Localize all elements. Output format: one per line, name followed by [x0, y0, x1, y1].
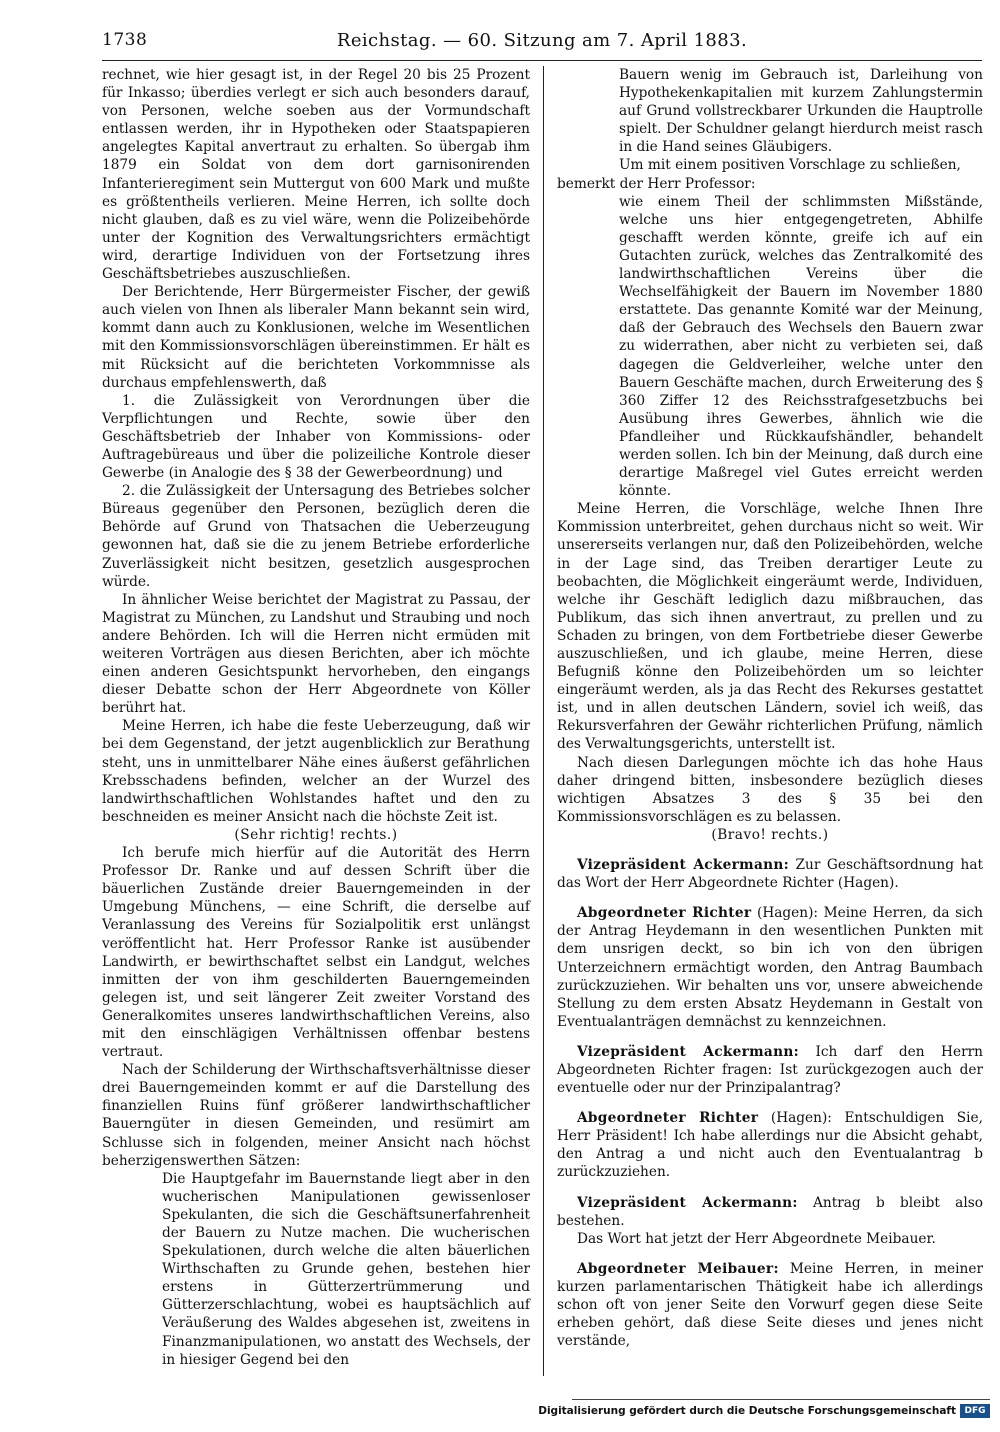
footer-text: Digitalisierung gefördert durch die Deutsche Forschungsgemeinschaft [538, 1405, 956, 1417]
paragraph: rechnet, wie hier gesagt ist, in der Regel 20 bis 25 Prozent für Inkasso; überdies verlegt er sich auch besonders darauf, von Personen, welche soeben aus der Vormundschaft entlassen werden, ihr in Hypotheken oder Staatspapieren angelegtes Kapital anvertraut zu erhalten. So übergab ihm 1879 ein Soldat von dem dort garnisonirenden Infanterieregiment sein Muttergut von 600 Mark und mußte es größtentheils verlieren. Meine Herren, ich sollte doch nicht glauben, daß es zu viel wäre, wenn die Polizeibehörde unter der Kognition des Verwaltungsrichters ermächtigt wird, derartige Individuen von der Fortsetzung ihres Geschäftsbetriebes auszuschließen. [102, 67, 530, 283]
speech-text: Antrag b bleibt also bestehen. [557, 1194, 983, 1229]
paragraph: Meine Herren, die Vorschläge, welche Ihnen Ihre Kommission unterbreitet, gehen durchaus nicht so weit. Wir unsererseits verlangen nur, daß den Polizeibehörden, welche in der Lage sind, das Treiben derartiger Leute zu beobachten, die Möglichkeit eingeräumt werde, Individuen, welche ihr Geschäft lediglich dazu mißbrauchen, das Publikum, das sich ihnen anvertraut, zu prellen und zu Schaden zu bringen, von dem Fortbetriebe dieser Gewerbe auszuschließen, und ich glaube, meine Herren, diese Befugniß könne den Polizeibehörden um so leichter eingeräumt werden, als ja das Recht des Rekurses gestattet ist, und in allen deutschen Ländern, soviel ich weiß, das Rekursverfahren der Gewähr richterlichen Prüfung, nämlich des Verwaltungsgerichts, unterstellt ist. [557, 501, 983, 753]
block-quote-continued [619, 66, 983, 156]
speech-text: Ich darf den Herrn Abgeordneten Richter fragen: Ist zurückgezogen auch der eventuelle oder nur der Prinzipalantrag? [557, 1043, 983, 1097]
paragraph: Ich berufe mich hierfür auf die Autorität des Herrn Professor Dr. Ranke und auf dessen Schrift über die bäuerlichen Zustände dreier Bauerngemeinden in der Umgebung Münchens, — eine Schrift, die derselbe auf Veranlassung des Vereins für Sozialpolitik erst unlängst veröffentlicht hat. Herr Professor Ranke ist ausübender Landwirth, er bewirthschaftet selbst ein Landgut, welches inmitten der von ihm geschilderten Bauerngemeinden gelegen ist, und seit längerer Zeit zweiter Vorstand des Generalkomites unseres landwirthschaftlichen Vereins, also mit den einschlägigen Verhältnissen offenbar bestens vertraut. [102, 845, 530, 1061]
speaker-name: Abgeordneter Meibauer: [577, 1260, 779, 1277]
paragraph: bemerkt der Herr Professor: [557, 175, 756, 192]
column-rule [543, 66, 544, 1376]
quote-text: wie einem Theil der schlimmsten Mißstände, welche uns hier entgegengetreten, Abhilfe geschafft werden könnte, greife ich auf ein Gutachten zurück, welches das Zentralkomité des landwirthschaftlichen Vereins über die Wechselfähigkeit der Bauern im November 1880 erstattete. Das genannte Komité war der Meinung, daß der Gebrauch des Wechsels den Bauern zwar zu widerrathen, aber nicht zu verbieten sei, daß dagegen die Geldverleiher, welche unter den Bauern Geschäfte machen, durch Erweiterung des § 360 Ziffer 12 des Reichsstrafgesetzbuchs bei Ausübung ihres Gewerbes, ähnlich wie die Pfandleiher und Rückkaufshändler, behandelt werden sollen. Ich bin der Meinung, daß durch eine derartige Maßregel viel Gutes erreicht werden könnte. [619, 193, 983, 500]
speaker-name: Abgeordneter Richter [577, 1110, 759, 1127]
speech-text: Zur Geschäftsordnung hat das Wort der Herr Abgeordnete Richter (Hagen). [557, 857, 983, 892]
header-rule [102, 60, 982, 61]
speech-text: (Hagen): Entschuldigen Sie, Herr Präsident! Ich habe allerdings nur die Absicht gehabt, den Antrag a und nicht auch den Eventualantrag b zurückzuziehen. [557, 1110, 983, 1181]
speech [557, 1260, 983, 1350]
speaker-name: Abgeordneter Richter [577, 905, 752, 922]
running-title: Reichstag. — 60. Sitzung am 7. April 1883. [336, 30, 748, 51]
speech-text: (Hagen): Meine Herren, da sich der Antrag Heydemann in den wesentlichen Punkten mit dem unsrigen deckt, so bin ich von den übrigen Unterzeichnern ermächtigt worden, den Antrag Baumbach zurückzuziehen. Wir behalten uns vor, unsere abweichende Stellung zu dem ersten Absatz Heydemann in Gestalt von Eventualanträgen demnächst zu kennzeichnen. [557, 905, 983, 1030]
block-quote [619, 193, 983, 501]
paragraph: Der Berichtende, Herr Bürgermeister Fischer, der gewiß auch vielen von Ihnen als liberaler Mann bekannt sein wird, kommt dann auch zu Konklusionen, welche im Wesentlichen mit den Kommissionsvorschlägen übereinstimmen. Er hält es mit Rücksicht auf die berichteten Vorkommnisse als durchaus empfehlenswerth, daß [102, 284, 530, 391]
paragraph: Nach diesen Darlegungen möchte ich das hohe Haus daher dringend bitten, insbesondere bezüglich dieses wichtigen Absatzes 3 des § 35 bei den Kommissionsvorschlägen es zu belassen. [557, 754, 983, 825]
speech [557, 1043, 983, 1097]
speech [557, 1194, 983, 1230]
page-header [102, 30, 982, 58]
speech [557, 904, 983, 1031]
quote-text: Bauern wenig im Gebrauch ist, Darleihung von Hypothekenkapitalien mit kurzem Zahlungstermin auf Grund vollstreckbarer Urkunden die Hauptrolle spielt. Der Schuldner gelangt hierdurch meist rasch in die Hand seines Gläubigers. [619, 67, 983, 156]
speech-text: Meine Herren, in meiner kurzen parlamentarischen Thätigkeit habe ich allerdings schon oft von jener Seite den Vorwurf gegen diese Seite erheben gehört, daß diese Seite dieses und jenes nicht verstände, [557, 1260, 983, 1350]
speech [557, 856, 983, 892]
paragraph: In ähnlicher Weise berichtet der Magistrat zu Passau, der Magistrat zu München, zu Landshut und Straubing und noch andere Behörden. Ich will die Herren nicht ermüden mit weiteren Vorträgen aus diesen Berichten, aber ich möchte einen anderen Gesichtspunkt hervorheben, den eingangs dieser Debatte schon der Herr Abgeordnete von Köller berührt hat. [102, 591, 530, 717]
interjection: (Bravo! rechts.) [711, 826, 829, 843]
speaker-name: Vizepräsident Ackermann: [577, 1043, 799, 1060]
list-item: 2. die Zulässigkeit der Untersagung des Betriebes solcher Büreaus gegenüber den Personen, bezüglich deren die Behörde auf Grund von Thatsachen die Ueberzeugung gewonnen hat, daß sie die zu jenem Betriebe erforderliche Zuverlässigkeit nicht besitzen, gesetzlich ausgesprochen würde. [102, 483, 530, 590]
right-column [557, 66, 983, 1350]
footer [538, 1404, 990, 1418]
dfg-logo-icon: DFG [960, 1404, 990, 1418]
left-column [102, 66, 530, 1369]
block-quote [162, 1170, 530, 1369]
paragraph: Um mit einem positiven Vorschlage zu schließen, [619, 157, 961, 174]
paragraph: Meine Herren, ich habe die feste Ueberzeugung, daß wir bei dem Gegenstand, der jetzt augenblicklich zur Berathung steht, uns in unmittelbarer Nähe eines äußerst gefährlichen Krebsschadens befinden, welcher an der Wurzel des landwirthschaftlichen Wohlstandes haftet und den zu beschneiden es meiner Ansicht nach die höchste Zeit ist. [102, 718, 530, 825]
speaker-name: Vizepräsident Ackermann: [577, 1194, 798, 1211]
speech [557, 1109, 983, 1181]
speaker-name: Vizepräsident Ackermann: [577, 857, 789, 874]
interjection: (Sehr richtig! rechts.) [234, 826, 398, 843]
list-item: 1. die Zulässigkeit von Verordnungen über die Verpflichtungen und Rechte, sowie über den Geschäftsbetrieb der Inhaber von Kommissions- oder Auftragebüreaus und über die polizeiliche Kontrole dieser Gewerbe (in Analogie des § 38 der Gewerbeordnung) und [102, 392, 530, 482]
paragraph: Nach der Schilderung der Wirthschaftsverhältnisse dieser drei Bauerngemeinden kommt er auf die Darstellung des finanziellen Ruins fünf größerer landwirthschaftlicher Bauerngüter in diesen Gemeinden, und resümirt am Schlusse sich in folgenden, meiner Ansicht nach höchst beherzigenswerthen Sätzen: [102, 1062, 530, 1169]
paragraph: Das Wort hat jetzt der Herr Abgeordnete Meibauer. [577, 1230, 936, 1247]
page-number: 1738 [102, 30, 148, 50]
footer-rule [572, 1399, 990, 1400]
quote-text: Die Hauptgefahr im Bauernstande liegt aber in den wucherischen Manipulationen gewissenloser Spekulanten, die sich die Geschäftsunerfahrenheit der Bauern zu Nutze machen. Die wucherischen Spekulationen, durch welche die alten bäuerlichen Wirthschaften zu Grunde gehen, bestehen hier erstens in Gütterzertrümmerung und Gütterzerschlachtung, wobei es hauptsächlich auf Veräußerung des Waldes abgesehen ist, zweitens in Finanzmanipulationen, wo anstatt des Wechsels, der in hiesiger Gegend bei den [162, 1170, 530, 1368]
